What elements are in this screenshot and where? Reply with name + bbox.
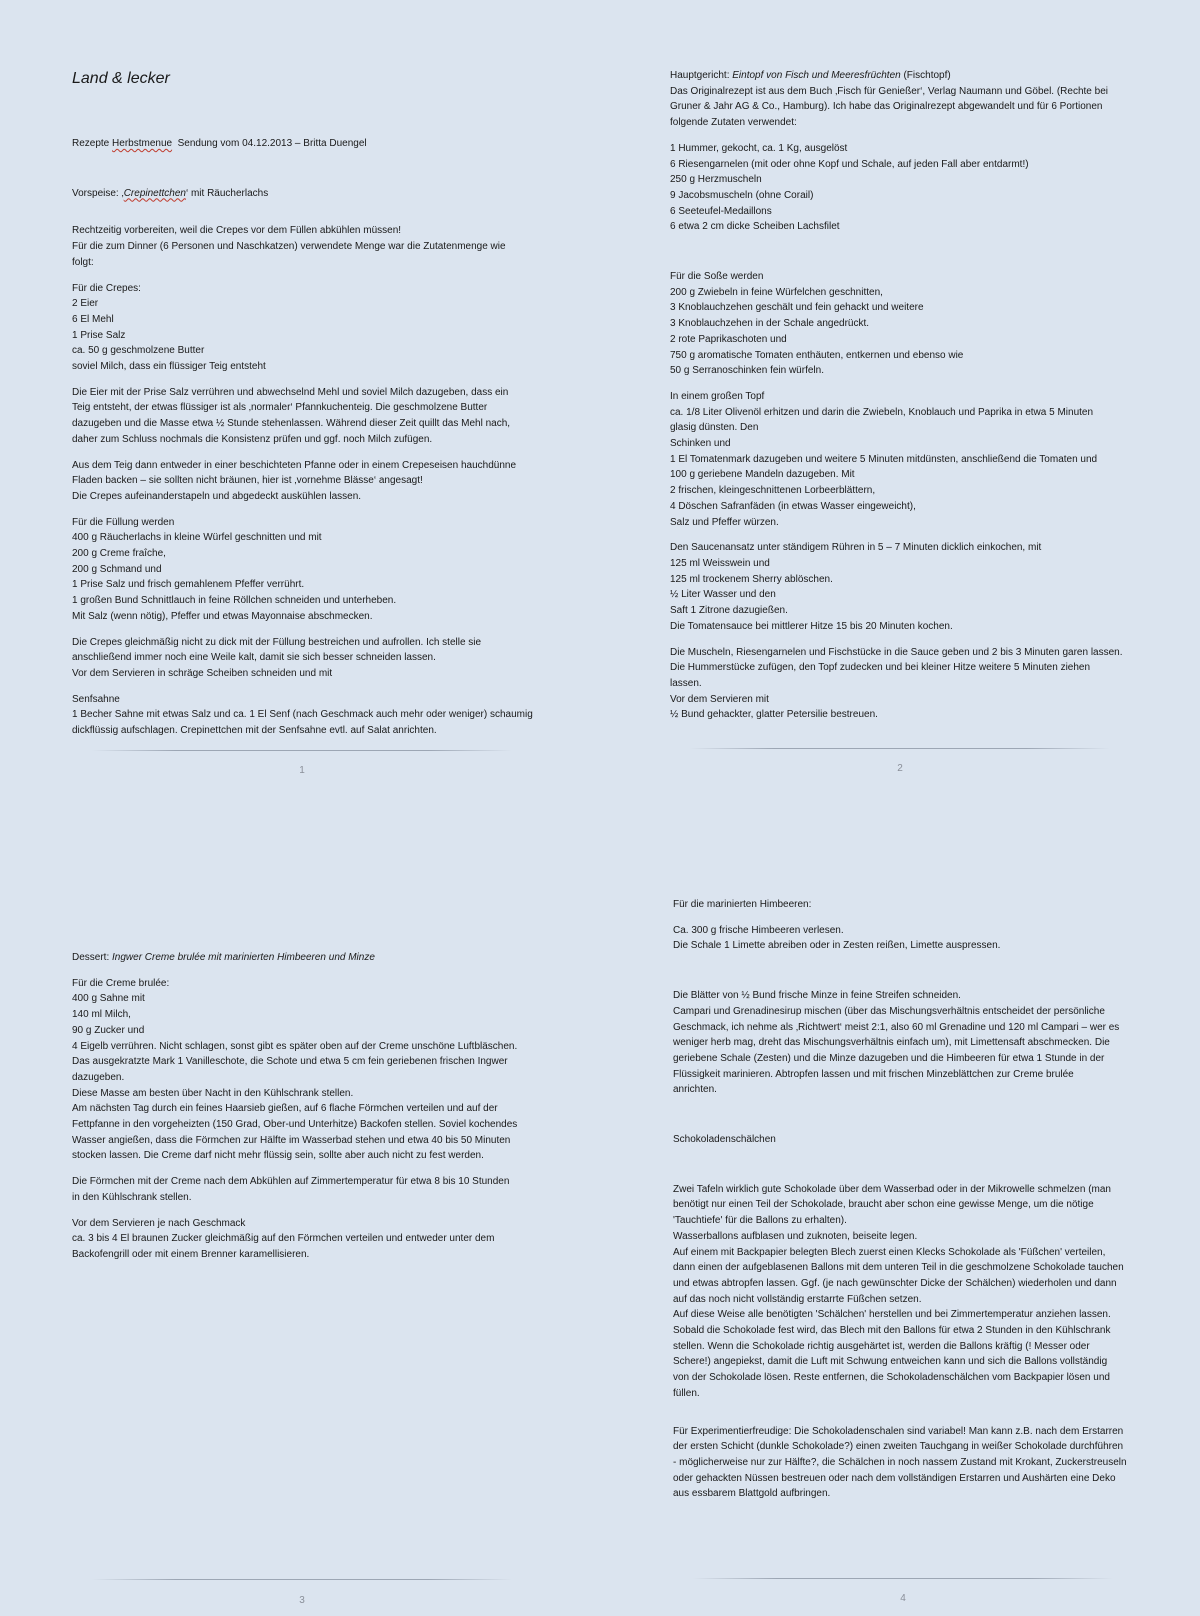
text-line: 125 ml trockenem Sherry ablöschen. <box>670 573 833 585</box>
text-line: Mit Salz (wenn nötig), Pfeffer und etwas Mayonnaise abschmecken. <box>72 610 373 622</box>
text-line: ca. 50 g geschmolzene Butter <box>72 345 205 357</box>
text-line: Das ausgekratzte Mark 1 Vanilleschote, die Schote und etwa 5 cm fein geriebenen frischen Ingwer <box>72 1056 508 1068</box>
text-line: von der Schokolade lösen. Reste entfernen, die Schokoladenschälchen vom Backpapier lösen und <box>673 1372 1110 1384</box>
text-line: Am nächsten Tag durch ein feines Haarsieb gießen, auf 6 flache Förmchen verteilen und auf der <box>72 1103 498 1115</box>
text-line: 1 Hummer, gekocht, ca. 1 Kg, ausgelöst <box>670 142 848 154</box>
text-line: 6 Seeteufel-Medaillons <box>670 205 772 217</box>
crepes-baking <box>72 458 612 505</box>
text-line: Für Experimentierfreudige: Die Schokoladenschalen sind variabel! Man kann z.B. nach dem Erstarren <box>673 1425 1124 1437</box>
serving-paragraph <box>72 1216 612 1263</box>
filling-paragraph <box>72 515 612 625</box>
text-line: lassen. <box>670 677 702 689</box>
page-separator <box>690 748 1110 749</box>
text-line: Senfsahne <box>72 693 120 705</box>
text-line: 100 g geriebene Mandeln dazugeben. Mit <box>670 469 855 481</box>
text-line: 3 Knoblauchzehen in der Schale angedrückt. <box>670 318 870 330</box>
text-line: dazugeben. <box>72 1071 125 1083</box>
assembly-paragraph <box>72 635 612 682</box>
menu-header: Rezepte Herbstmenue Sendung vom 04.12.2013 – Britta Duengel <box>72 138 367 149</box>
text-line: 6 El Mehl <box>72 313 114 325</box>
text-line: in den Kühlschrank stellen. <box>72 1191 192 1203</box>
menu-name: Herbstmenue <box>112 138 173 149</box>
text-line: 125 ml Weisswein und <box>670 557 770 569</box>
text-line: Für die zum Dinner (6 Personen und Naschkatzen) verwendete Menge war die Zutatenmenge wie <box>72 241 506 253</box>
variations-paragraph <box>673 1424 1200 1503</box>
mustard-cream-paragraph <box>72 692 612 739</box>
text-line: 1 großen Bund Schnittlauch in feine Röllchen schneiden und unterheben. <box>72 595 397 607</box>
page-number: 3 <box>299 1595 305 1606</box>
text-line: daher zum Schluss nochmals die Konsistenz prüfen und ggf. noch Milch zufügen. <box>72 433 433 445</box>
document-page-3 <box>72 950 612 1273</box>
text-line: Ca. 300 g frische Himbeeren verlesen. <box>673 924 844 936</box>
text-line: Teig entsteht, der etwas flüssiger ist als ‚normaler‘ Pfannkuchenteig. Die geschmolzene Butter <box>72 402 488 414</box>
document-page-1 <box>72 70 612 749</box>
cooling-paragraph <box>72 1174 612 1205</box>
page-number: 2 <box>897 763 903 774</box>
document-title: Land & lecker <box>72 70 170 87</box>
text-line: aus essbarem Blattgold aufbringen. <box>673 1488 831 1500</box>
text-line: 6 Riesengarnelen (mit oder ohne Kopf und Schale, auf jeden Fall aber entdarmt!) <box>670 158 1029 170</box>
seafood-list <box>670 141 1200 235</box>
text-line: soviel Milch, dass ein flüssiger Teig entsteht <box>72 361 266 373</box>
text-line: Vor dem Servieren in schräge Scheiben schneiden und mit <box>72 667 333 679</box>
text-line: Auf diese Weise alle benötigten 'Schälchen' herstellen und bei Zimmertemperatur anziehen lassen. <box>673 1309 1111 1321</box>
text-line: Schere!) angepiekst, damit die Luft mit Schwung entweichen kann und sich die Ballons vollständig <box>673 1356 1108 1368</box>
text-line: Die Eier mit der Prise Salz verrühren und abwechselnd Mehl und soviel Milch dazugeben, dass ein <box>72 386 509 398</box>
text-line: 'Tauchtiefe' für die Ballons zu erhalten). <box>673 1215 847 1227</box>
text-line: Für die Soße werden <box>670 271 764 283</box>
text-line: Auf einem mit Backpapier belegten Blech zuerst einen Klecks Schokolade als 'Füßchen' verteilen, <box>673 1246 1106 1258</box>
text-line: 2 frischen, kleingeschnittenen Lorbeerblättern, <box>670 485 876 497</box>
text-line: dann einen der aufgeblasenen Ballons mit dem unteren Teil in die geschmolzene Schokolade tauchen <box>673 1262 1124 1274</box>
text-line: dazugeben und die Masse etwa ½ Stunde stehenlassen. Während dieser Zeit quillt das Mehl nach, <box>72 418 511 430</box>
page-number: 1 <box>299 765 305 776</box>
sauce-ingredients <box>670 269 1200 379</box>
text-line: Die Schale 1 Limette abreiben oder in Zesten reißen, Limette auspressen. <box>673 940 1001 952</box>
text-line: Die Muscheln, Riesengarnelen und Fischstücke in die Sauce geben und 2 bis 3 Minuten garen lassen. <box>670 646 1123 658</box>
page-separator <box>92 1579 512 1580</box>
text-line: - möglicherweise nur zur Hälfte?, die Schälchen in noch nassem Zustand mit Krokant, Zuckerstreuseln <box>673 1456 1127 1468</box>
text-line: ½ Bund gehackter, glatter Petersilie bestreuen. <box>670 709 878 721</box>
sauce-reduce <box>670 540 1200 634</box>
text-line: 2 Eier <box>72 298 99 310</box>
text-line: In einem großen Topf <box>670 390 765 402</box>
text-line: 1 Prise Salz und frisch gemahlenem Pfeffer verrührt. <box>72 579 305 591</box>
text-line: Sobald die Schokolade fest wird, das Blech mit den Ballons für etwa 2 Stunden in den Kühlschrank <box>673 1325 1111 1337</box>
starter-intro <box>72 223 612 270</box>
document-page-4 <box>673 897 1200 1512</box>
document-page-2 <box>670 68 1200 733</box>
text-line: folgende Zutaten verwendet: <box>670 117 797 129</box>
text-line: 4 Eigelb verrühren. Nicht schlagen, sonst gibt es später oben auf der Creme unschöne Luftbläschen. <box>72 1040 518 1052</box>
text-line: Schinken und <box>670 438 731 450</box>
text-line: oder gehackten Nüssen bestreuen oder nach dem vollständigen Erstarren und Aushärten eine Deko <box>673 1472 1116 1484</box>
text-line: benötigt nur einen Teil der Schokolade, braucht aber schon eine gewisse Menge, um die nötige <box>673 1199 1094 1211</box>
text-line: 1 Prise Salz <box>72 329 126 341</box>
dessert-dish-name: Ingwer Creme brulée mit marinierten Himbeeren und Minze <box>112 952 375 963</box>
text-line: Vor dem Servieren je nach Geschmack <box>72 1217 246 1229</box>
text-line: Campari und Grenadinesirup mischen (über das Mischungsverhältnis entscheidet der persönliche <box>673 1005 1105 1017</box>
text-line: 6 etwa 2 cm dicke Scheiben Lachsfilet <box>670 221 840 233</box>
text-line: Fettpfanne in den vorgeheizten (150 Grad, Ober-und Unterhitze) Backofen stellen. Soviel kochendes <box>72 1119 518 1131</box>
text-line: und etwas abtropfen lassen. Ggf. (je nach gewünschter Dicke der Schälchen) wiederholen und dann <box>673 1277 1117 1289</box>
text-line: Die Hummerstücke zufügen, den Topf zudecken und bei kleiner Hitze weitere 5 Minuten ziehen <box>670 662 1091 674</box>
crepes-method <box>72 385 612 448</box>
text-line: anrichten. <box>673 1084 717 1096</box>
text-line: Salz und Pfeffer würzen. <box>670 516 779 528</box>
text-line: 2 rote Paprikaschoten und <box>670 333 787 345</box>
text-line: Flüssigkeit marinieren. Abtropfen lassen und mit frischen Minzeblättchen zur Creme brulée <box>673 1068 1074 1080</box>
text-line: 1 Becher Sahne mit etwas Salz und ca. 1 El Senf (nach Geschmack auch mehr oder weniger) schaumig <box>72 709 533 721</box>
text-line: Den Saucenansatz unter ständigem Rühren in 5 – 7 Minuten dicklich einkochen, mit <box>670 542 1042 554</box>
text-line: 50 g Serranoschinken fein würfeln. <box>670 365 824 377</box>
starter-heading: Vorspeise: ‚Crepinettchen‘ mit Räucherlachs <box>72 187 269 199</box>
text-line: Das Originalrezept ist aus dem Buch ‚Fisch für Genießer‘, Verlag Naumann und Göbel. (Rechte bei <box>670 85 1108 97</box>
text-line: 4 Döschen Safranfäden (in etwas Wasser eingeweicht), <box>670 500 916 512</box>
page-number: 4 <box>900 1593 906 1604</box>
raspberries-heading: Für die marinierten Himbeeren: <box>673 899 812 910</box>
text-line: Rechtzeitig vorbereiten, weil die Crepes vor dem Füllen abkühlen müssen! <box>72 225 402 237</box>
creme-brulee-recipe <box>72 976 612 1164</box>
text-line: 200 g Zwiebeln in feine Würfelchen geschnitten, <box>670 286 883 298</box>
text-line: ca. 1/8 Liter Olivenöl erhitzen und darin die Zwiebeln, Knoblauch und Paprika in etwa 5 Minuten <box>670 406 1094 418</box>
text-line: Die Crepes gleichmäßig nicht zu dick mit der Füllung bestreichen und aufrollen. Ich stelle sie <box>72 636 482 648</box>
text-line: Für die Füllung werden <box>72 516 175 528</box>
text-line: 400 g Räucherlachs in kleine Würfel geschnitten und mit <box>72 532 322 544</box>
text-line: 200 g Schmand und <box>72 563 162 575</box>
page-separator <box>92 750 512 751</box>
text-line: weniger herb mag, dreht das Mischungsverhältnis einfach um), mit Limettensaft abschmecken. Die <box>673 1037 1110 1049</box>
text-line: 3 Knoblauchzehen geschält und fein gehackt und weitere <box>670 302 924 314</box>
text-line: 200 g Creme fraîche, <box>72 548 166 560</box>
text-line: Diese Masse am besten über Nacht in den Kühlschrank stellen. <box>72 1087 354 1099</box>
text-line: Vor dem Servieren mit <box>670 693 769 705</box>
text-line: Gruner & Jahr AG & Co., Hamburg). Ich habe das Originalrezept abgewandelt und für 6 Portionen <box>670 101 1103 113</box>
crepes-ingredients <box>72 281 612 375</box>
text-line: stellen. Wenn die Schokolade richtig ausgehärtet ist, werden die Ballons kräftig (! Messer oder <box>673 1340 1090 1352</box>
text-line: 9 Jacobsmuscheln (ohne Corail) <box>670 189 814 201</box>
crepes-heading: Für die Crepes: <box>72 282 141 294</box>
text-line: ca. 3 bis 4 El braunen Zucker gleichmäßig auf den Förmchen verteilen und entweder unter dem <box>72 1233 495 1245</box>
text-line: dickflüssig aufschlagen. Crepinettchen mit der Senfsahne evtl. auf Salat anrichten. <box>72 725 437 737</box>
chocolate-bowls-paragraph <box>673 1182 1200 1402</box>
text-line: Wasser angießen, dass die Förmchen zur Hälfte im Wasserbad stehen und etwa 40 bis 50 Minuten <box>72 1134 511 1146</box>
text-line: Zwei Tafeln wirklich gute Schokolade über dem Wasserbad oder in der Mikrowelle schmelzen (man <box>673 1183 1111 1195</box>
text-line: Geschmack, ich nehme als ‚Richtwert‘ meist 2:1, also 60 ml Grenadine und 120 ml Campari – wer es <box>673 1021 1120 1033</box>
text-line: 400 g Sahne mit <box>72 993 145 1005</box>
raspberries-paragraph <box>673 923 1200 954</box>
text-line: Backofengrill oder mit einem Brenner karamellisieren. <box>72 1248 310 1260</box>
text-line: geriebene Schale (Zesten) und die Minze dazugeben und die Himbeeren für etwa 1 Stunde in der <box>673 1052 1105 1064</box>
text-line: 140 ml Milch, <box>72 1009 131 1021</box>
text-line: glasig dünsten. Den <box>670 422 759 434</box>
text-line: Aus dem Teig dann entweder in einer beschichteten Pfanne oder in einem Crepeseisen hauchdünne <box>72 459 517 471</box>
finish-paragraph <box>670 645 1200 724</box>
text-line: Wasserballons aufblasen und zuknoten, beiseite legen. <box>673 1230 918 1242</box>
text-line: Saft 1 Zitrone dazugießen. <box>670 605 788 617</box>
main-course-heading: Hauptgericht: Eintopf von Fisch und Meeresfrüchten (Fischtopf) <box>670 70 951 81</box>
dessert-heading: Dessert: Ingwer Creme brulée mit marinierten Himbeeren und Minze <box>72 952 375 963</box>
text-line: 250 g Herzmuscheln <box>670 174 762 186</box>
chocolate-bowls-heading: Schokoladenschälchen <box>673 1134 776 1146</box>
text-line: ½ Liter Wasser und den <box>670 589 776 601</box>
text-line: Die Tomatensauce bei mittlerer Hitze 15 bis 20 Minuten kochen. <box>670 620 953 632</box>
text-line: Die Crepes aufeinanderstapeln und abgedeckt auskühlen lassen. <box>72 490 362 502</box>
pot-method <box>670 389 1200 530</box>
text-line: Für die Creme brulée: <box>72 977 170 989</box>
text-line: auf das noch nicht vollständig erstarrte Füßchen setzen. <box>673 1293 922 1305</box>
text-line: stocken lassen. Die Creme darf nicht mehr flüssig sein, sollte aber auch nicht zu fest werden. <box>72 1150 484 1162</box>
marinade-paragraph <box>673 988 1200 1098</box>
text-line: Fladen backen – sie sollten nicht bräunen, hier ist ‚vornehme Blässe‘ angesagt! <box>72 475 423 487</box>
text-line: füllen. <box>673 1387 700 1399</box>
recipe-source <box>670 84 1200 131</box>
text-line: Die Blätter von ½ Bund frische Minze in feine Streifen schneiden. <box>673 990 961 1002</box>
text-line: 90 g Zucker und <box>72 1024 145 1036</box>
starter-dish-name: Crepinettchen <box>123 187 186 199</box>
text-line: 1 El Tomatenmark dazugeben und weitere 5 Minuten mitdünsten, anschließend die Tomaten und <box>670 453 1098 465</box>
text-line: 750 g aromatische Tomaten enthäuten, entkernen und ebenso wie <box>670 349 964 361</box>
main-dish-name: Eintopf von Fisch und Meeresfrüchten <box>732 70 901 81</box>
crepes-ingredient-list <box>72 296 612 375</box>
text-line: der ersten Schicht (dunkle Schokolade?) einen zweiten Tauchgang in weißer Schokolade durchführen <box>673 1441 1124 1453</box>
text-line: folgt: <box>72 256 94 268</box>
text-line: anschließend immer noch eine Weile kalt, damit sie sich besser schneiden lassen. <box>72 652 436 664</box>
page-separator <box>693 1578 1113 1579</box>
text-line: Die Förmchen mit der Creme nach dem Abkühlen auf Zimmertemperatur für etwa 8 bis 10 Stunden <box>72 1176 510 1188</box>
